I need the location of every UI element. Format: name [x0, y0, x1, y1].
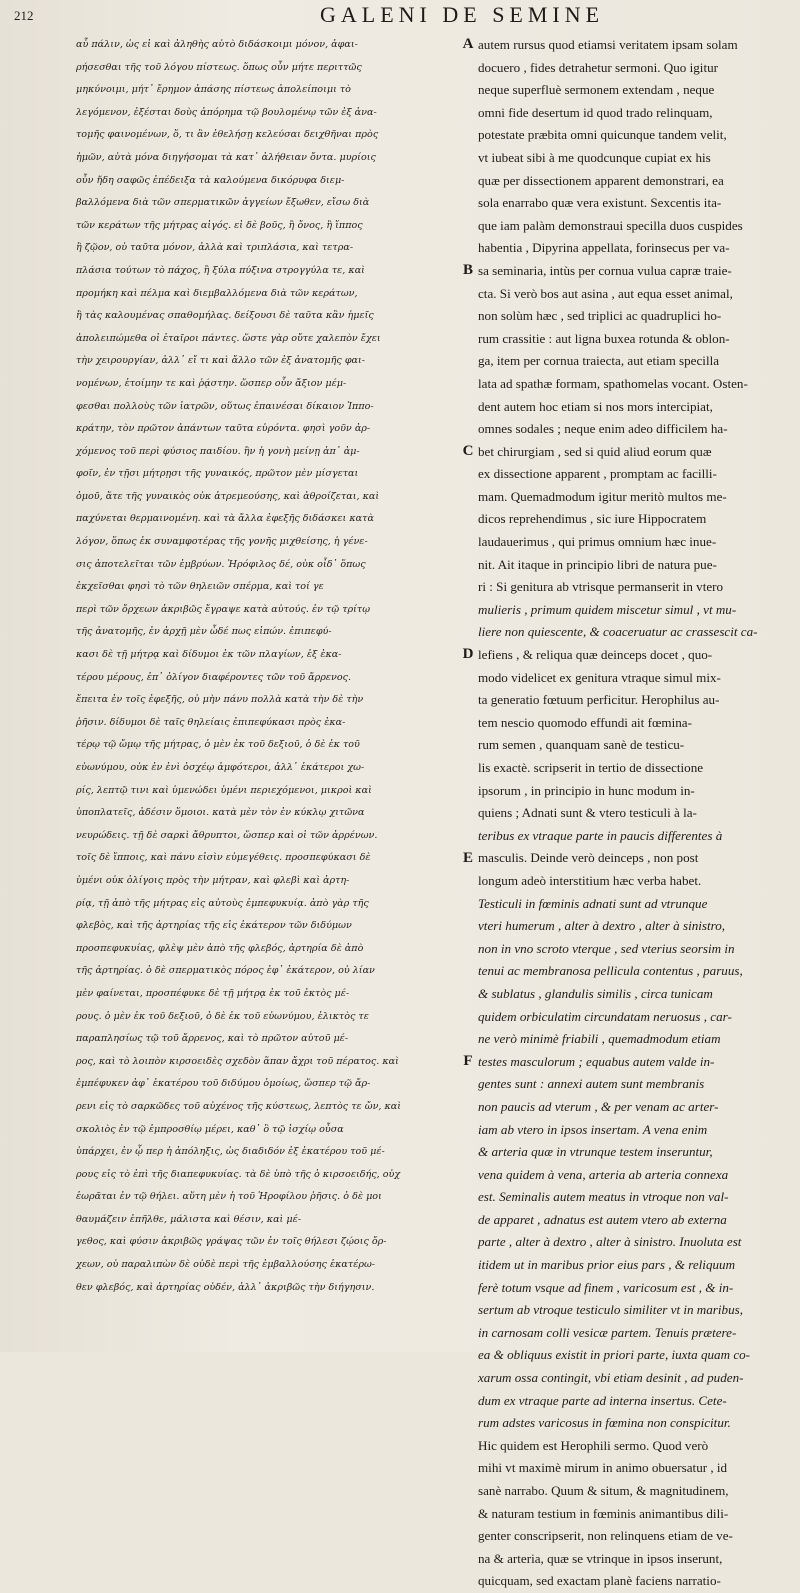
greek-line: χόμενος τοῦ περὶ φύσιος παιδίου. ἢν ἡ γονὴ μείνῃ ἀπ᾽ ἀμ- — [76, 445, 360, 457]
latin-line: lata ad spathæ formam, spathomelas vocant. Osten- — [478, 375, 748, 391]
greek-line: λεγόμενον, ἐξέσται δοὺς ἀπόρημα τῷ βουλομένῳ τῶν ἐξ ἀνα- — [76, 106, 377, 118]
latin-line: & arteria quæ in vtrunque testem inseruntur, — [478, 1144, 713, 1160]
latin-line: docuero , fides detrahetur sermoni. Quo igitur — [478, 59, 718, 75]
greek-line: τῆς ἀνατομῆς, ἐν ἀρχῇ μὲν ὧδέ πως εἰπών. ἐπιπεφύ- — [76, 626, 332, 638]
greek-line: σις ἀποτελεῖται τῶν ἐμβρύων. Ἡρόφιλος δέ, οὐκ οἶδ᾽ ὅπως — [76, 558, 366, 570]
latin-line: modo videlicet ex genitura vtraque simul mix- — [478, 669, 721, 685]
latin-line: ri : Si genitura ab vtrisque permanserit in vtero — [478, 579, 724, 595]
latin-line: ne verò minimè friabili , quemadmodum etiam — [478, 1031, 721, 1047]
latin-line: autem rursus quod etiamsi veritatem ipsam solam — [478, 37, 738, 52]
latin-line: in carnosam colli vesicæ partem. Tenuis prætere- — [478, 1324, 737, 1340]
latin-line: dum ex vtraque parte ad interna insertus. Cete- — [478, 1392, 727, 1408]
latin-line: potestate præbita omni quicunque tandem velit, — [478, 127, 727, 143]
latin-line: mam. Quemadmodum igitur meritò multos me- — [478, 488, 727, 504]
greek-line: γεθος, καὶ φύσιν ἀκριβῶς γράψας τῶν ἐν τοῖς θήλεσι ζῴοις ὄρ- — [76, 1236, 387, 1248]
latin-line: dicos reprehendimus , sic iure Hippocratem — [478, 511, 707, 527]
latin-line: longum adeò interstitium hæc verba habet. — [478, 872, 702, 888]
greek-line: νευρώδεις. τῇ δὲ σαρκὶ ἄθρυπτοι, ὥσπερ καὶ οἱ τῶν ἀρρένων. — [76, 829, 378, 841]
latin-line: gentes sunt : annexi autem sunt membranis — [478, 1076, 705, 1092]
greek-line: τοῖς δὲ ἵπποις, καὶ πάνυ εἰσὶν εὐμεγέθεις. προσπεφύκασι δὲ — [76, 852, 371, 864]
greek-line: ἐμπέφυκεν ἀφ᾽ ἑκατέρου τοῦ διδύμου ὁμοίως, ὥσπερ τῷ ἄρ- — [76, 1078, 371, 1090]
greek-line: προμήκη καὶ πέλμα καὶ διεμβαλλόμενα διὰ τῶν κεράτων, — [76, 287, 358, 299]
greek-line: φοῖν, ἐν τῇσι μήτρῃσι τῆς γυναικός, πρῶτον μὲν μίσγεται — [76, 468, 359, 480]
greek-line: θεν φλεβός, καὶ ἀρτηρίας οὐδέν, ἀλλ᾽ ἀκριβῶς τὴν διήγησιν. — [76, 1281, 375, 1293]
latin-line: dent autem hoc etiam si nos mors intercipiat, — [478, 398, 713, 414]
latin-line: ex dissectione apparent , promptam ac facilli- — [478, 466, 717, 482]
latin-line: & naturam testium in fœminis animantibus dili- — [478, 1505, 729, 1521]
latin-line: tem nescio quomodo effundi ait fœmina- — [478, 714, 692, 730]
latin-line: tenui ac membranosa pellicula contentus , paruus, — [478, 963, 743, 979]
greek-line: ρενι εἰς τὸ σαρκῶδες τοῦ αὐχένος τῆς κύστεως, λεπτὸς τε ὤν, καὶ — [76, 1100, 402, 1112]
greek-line: τομῆς φαινομένων, ὅ, τι ἂν ἐθελήσῃ κελεύσαι δειχθῆναι πρὸς — [76, 129, 379, 141]
greek-line: λόγον, ὅπως ἐκ συναμφοτέρας τῆς γονῆς μιχθείσης, ἡ γένε- — [76, 536, 368, 548]
greek-line: σκολιὸς ἐν τῷ ἐμπροσθίῳ μέρει, καθ᾽ ὃ τῷ ἰσχίῳ οὖσα — [76, 1123, 344, 1135]
latin-line: & sublatus , glandulis similis , circa tunicam — [478, 985, 713, 1001]
latin-line: genter conscripserit, non relinquens etiam de ve- — [478, 1528, 733, 1544]
latin-line: masculis. Deinde verò deinceps , non post — [478, 850, 699, 866]
greek-line: προσπεφυκυίας, φλὲψ μὲν ἀπὸ τῆς φλεβός, ἀρτηρία δὲ ἀπὸ — [76, 942, 364, 954]
latin-line: vena quidem à vena, arteria ab arteria connexa — [478, 1166, 729, 1182]
greek-line: ρους. ὁ μὲν ἐκ τοῦ δεξιοῦ, ὁ δὲ ἐκ τοῦ εὐωνύμου, ἑλικτὸς τε — [76, 1010, 369, 1022]
latin-line: rum semen , quanquam sanè de testicu- — [478, 737, 685, 753]
greek-line: μὲν φαίνεται, προσπέφυκε δὲ τῇ μήτρᾳ ἐκ τοῦ ἐκτὸς μέ- — [76, 987, 350, 999]
greek-line: ἔπειτα ἐν τοῖς ἐφεξῆς, οὐ μὴν πάνυ πολλὰ κατὰ τὴν δὲ τὴν — [76, 694, 364, 706]
latin-line: ga, item per cornua traiecta, aut etiam specilla — [478, 353, 720, 369]
greek-line: ἢ ζῷον, οὐ ταῦτα μόνον, ἀλλὰ καὶ τριπλάσια, καὶ τετρα- — [76, 242, 354, 254]
latin-line: non paucis ad vterum , & per venam ac arter- — [478, 1098, 719, 1114]
greek-line: περὶ τῶν ὄρχεων ἀκριβῶς ἔγραψε κατὰ αὐτούς. ἐν τῷ τρίτῳ — [76, 603, 371, 615]
greek-line: ὑποπλατεῖς, ἀδέσιν ὅμοιοι. κατὰ μὲν τὸν ἐν κύκλῳ χιτῶνα — [76, 807, 365, 819]
latin-line: ferè totum vsque ad finem , varicosum est , & in- — [478, 1279, 734, 1295]
latin-line: itidem ut in maribus prior eius pars , & reliquum — [478, 1257, 736, 1273]
latin-line: rum adstes varicosus in fœmina non conspicitur. — [478, 1415, 731, 1431]
latin-line: rum crassitie : aut ligna buxea rotunda & oblon- — [478, 330, 730, 346]
greek-line: ἑωρᾶται ἐν τῷ θήλει. αὕτη μὲν ἡ τοῦ Ἡροφίλου ῥῆσις. ὁ δὲ μοι — [76, 1191, 382, 1203]
margin-letter: B — [462, 262, 473, 278]
latin-text-column — [478, 34, 788, 1589]
latin-line: bet chirurgiam , sed si quid aliud eorum quæ — [478, 443, 712, 459]
latin-line: Hic quidem est Herophili sermo. Quod verò — [478, 1437, 709, 1453]
margin-letter: A — [462, 36, 474, 52]
greek-line: κασι δὲ τῇ μήτρᾳ καὶ δίδυμοι ἐκ τῶν πλαγίων, ἐξ ἑκα- — [76, 649, 342, 661]
page-number: 212 — [14, 8, 34, 23]
latin-line: omnes sodales ; neque enim adeo difficilem ha- — [478, 421, 728, 437]
page-header — [0, 2, 800, 32]
latin-line: quicquam, sed exactam planè faciens narratio- — [478, 1573, 721, 1589]
latin-line: teribus ex vtraque parte in paucis differentes à — [478, 827, 723, 843]
greek-line: μηκύνοιμι, μήτ᾽ ἔρημον ἁπάσης πίστεως ἀπολείποιμι τὸ — [76, 84, 351, 96]
latin-line: mulieris , primum quidem miscetur simul , vt mu- — [478, 601, 737, 617]
greek-line: ῥῆσιν. δίδυμοι δὲ ταῖς θηλείαις ἐπιπεφύκασι πρὸς ἑκα- — [76, 716, 346, 728]
greek-line: τῶν κεράτων τῆς μήτρας αἰγός. εἰ δὲ βοῦς, ἢ ὄνος, ἢ ἵππος — [76, 219, 363, 231]
greek-line: ρίς, λεπτῷ τινι καὶ ὑμενώδει ὑμένι περιεχόμενοι, μικροὶ καὶ — [76, 784, 372, 796]
greek-line: ἐκχεῖσθαι φησὶ τὸ τῶν θηλειῶν σπέρμα, καὶ τοί γε — [76, 581, 324, 593]
latin-line: quæ per dissectionem apparent demonstrari, ea — [478, 172, 724, 188]
latin-line: xarum ossa contingit, vbi etiam desinit , ad puden- — [478, 1370, 744, 1386]
latin-line: vteri humerum , alter à dextro , alter à sinistro, — [478, 918, 726, 934]
greek-line: θαυμάζειν ἐπῆλθε, μάλιστα καὶ θέσιν, καὶ μέ- — [76, 1213, 301, 1225]
greek-line: ρους εἰς τὸ ἐπὶ τῆς διαπεφυκυίας. τὰ δὲ ὑπὸ τῆς ὁ κιρσοειδής, οὐχ — [76, 1168, 401, 1180]
latin-line: lis exactè. scripserit in tertio de dissectione — [478, 760, 704, 775]
greek-line: πλάσια τούτων τὸ πάχος, ἢ ξύλα πύξινα στρογγύλα τε, καὶ — [76, 264, 365, 276]
greek-line: εὐωνύμου, οὐκ ἐν ἑνὶ ὀσχέῳ ἀμφότεροι, ἀλλ᾽ ἑκάτεροι χω- — [76, 762, 365, 773]
greek-line: αὖ πάλιν, ὡς εἰ καὶ ἀληθὴς αὐτὸ διδάσκοιμι μόνον, ἀφαι- — [76, 39, 358, 50]
latin-line: omni fide desertum id quod trado relinquam, — [478, 104, 713, 120]
latin-line: habentia , Dipyrina appellata, forinsecus per va- — [478, 240, 730, 256]
latin-line: neque superfluè sermonem extendam , neque — [478, 82, 715, 98]
latin-line: ipsorum , in principio in hunc modum in- — [478, 782, 695, 798]
greek-line: βαλλόμενα διὰ τῶν σπερματικῶν ἀγγείων ἔξωθεν, εἴσω διὰ — [76, 197, 370, 209]
greek-line: ρος, καὶ τὸ λοιπὸν κιρσοειδὲς σχεδὸν ἅπαν ἄχρι τοῦ πέρατος. καὶ — [76, 1055, 399, 1067]
latin-line: est. Seminalis autem meatus in vtroque non val- — [478, 1189, 729, 1205]
latin-line: vt iubeat sibi à me quodcunque cupiat ex his — [478, 149, 711, 165]
greek-line: οὖν ἤδη σαφῶς ἐπέδειξα τὰ καλούμενα δικόρυφα διεμ- — [76, 174, 345, 186]
greek-line: χεων, οὐ παραλιπὼν δὲ οὐδὲ περὶ τῆς ἐμβαλλούσης ἑκατέρω- — [76, 1259, 376, 1271]
latin-line: liere non quiescente, & coaceruatur ac crassescit ca- — [478, 624, 758, 640]
latin-line: na & arteria, quæ se vtrinque in ipsos inserunt, — [478, 1550, 723, 1566]
latin-line: sanè narrabo. Quum & situm, & magnitudinem, — [478, 1483, 729, 1498]
greek-line: τῆς ἀρτηρίας. ὁ δὲ σπερματικὸς πόρος ἐφ᾽ ἑκάτερον, οὐ λίαν — [76, 965, 375, 977]
latin-line: quiens ; Adnati sunt & vtero testiculi à la- — [478, 805, 697, 821]
margin-letter: D — [462, 646, 474, 663]
latin-line: ea & obliquus existit in priori parte, iuxta quam co- — [478, 1347, 751, 1363]
greek-line: ὑμένι οὐκ ὀλίγοις πρὸς τὴν μήτραν, καὶ φλεβὶ καὶ ἀρτη- — [76, 874, 350, 886]
latin-line: de apparet , adnatus est autem vtero ab externa — [478, 1211, 727, 1227]
latin-line: parte , alter à dextro , alter à sinistro. Inuoluta est — [478, 1234, 742, 1250]
greek-line: τέρου μέρους, ἐπ᾽ ὀλίγον διαφέροντες τῶν τοῦ ἄρρενος. — [76, 671, 352, 683]
greek-line: κράτην, τὸν πρῶτον ἀπάντων ταῦτα εὑρόντα. φησὶ γοῦν ἀρ- — [76, 423, 371, 435]
margin-letter: F — [463, 1053, 473, 1069]
margin-letter: C — [462, 442, 474, 459]
latin-line: Testiculi in fœminis adnati sunt ad vtrunque — [478, 895, 708, 911]
greek-line: φλεβὸς, καὶ τῆς ἀρτηρίας τῆς εἰς ἑκάτερον τῶν διδύμων — [76, 920, 352, 932]
latin-line: mihi vt maximè mirum in animo obuersatur , id — [478, 1460, 728, 1476]
latin-line: quidem orbiculatim circundatam neruosus , car- — [478, 1008, 732, 1024]
greek-line: τέρῳ τῷ ὤμῳ τῆς μήτρας, ὁ μὲν ἐκ τοῦ δεξιοῦ, ὁ δὲ ἐκ τοῦ — [76, 739, 360, 751]
greek-text-column — [76, 34, 460, 1344]
latin-line: non solùm hæc , sed triplici ac quadruplici ho- — [478, 308, 722, 324]
greek-line: ρήσεσθαι τῆς τοῦ λόγου πίστεως. ὅπως οὖν μήτε περιττῶς — [76, 61, 362, 73]
greek-line: νομένων, ἑτοίμην τε καὶ ῥᾴστην. ὥσπερ οὖν ἄξιον μέμ- — [76, 377, 347, 389]
greek-line: ἡμῶν, αὐτὰ μόνα διηγήσομαι τὰ κατ᾽ ἀλήθειαν ὄντα. μυρίοις — [76, 151, 376, 163]
greek-line: ὁμοῦ, ἅτε τῆς γυναικὸς οὐκ ἀτρεμεούσης, καὶ ἀθροίζεται, καὶ — [76, 490, 380, 502]
greek-line: παραπλησίως τῷ τοῦ ἄρρενος, καὶ τὸ πρῶτον αὐτοῦ μέ- — [76, 1033, 349, 1045]
greek-line: φεσθαι πολλοὺς τῶν ἰατρῶν, οὕτως ἐπαινέσαι δίκαιον Ἱππο- — [76, 400, 374, 412]
latin-line: laudauerimus , qui primus omnium hæc inue- — [478, 534, 717, 550]
latin-line: sola enarrabo quæ vera existunt. Sexcentis ita- — [478, 195, 722, 211]
greek-line: ἢ τὰς καλουμένας σπαθομήλας. δείξουσι δὲ ταῦτα κἂν ἡμεῖς — [76, 310, 374, 322]
latin-line: non in vno scroto vterque , sed vterius seorsim in — [478, 940, 735, 956]
latin-line: iam ab vtero in ipsos insertam. A vena enim — [478, 1121, 708, 1137]
latin-line: testes masculorum ; equabus autem valde in- — [478, 1053, 715, 1069]
greek-line: ὑπάρχει, ἐν ᾧ περ ἡ ἀπόληξις, ὡς διαδιδόν ἐξ ἑκατέρου τοῦ μέ- — [76, 1146, 385, 1158]
greek-line: ρίᾳ, τῇ ἀπὸ τῆς μήτρας εἰς αὐτοὺς ἐμπεφυκυίᾳ. ἀπὸ γὰρ τῆς — [76, 897, 369, 909]
margin-letters — [458, 34, 478, 1344]
latin-line: cta. Si verò bos aut asina , aut equa esset animal, — [478, 285, 733, 301]
greek-line: παχύνεται θερμαινομένη. καὶ τὰ ἄλλα ἐφεξῆς διδάσκει κατὰ — [76, 513, 374, 525]
latin-line: lefiens , & reliqua quæ deinceps docet , quo- — [478, 647, 713, 663]
greek-line: ἀπολειπώμεθα οἱ ἑταῖροι πάντες. ὥστε γὰρ οὔτε χαλεπὸν ἔχει — [76, 332, 381, 344]
margin-letter: E — [462, 849, 473, 866]
running-title: GALENI DE SEMINE — [320, 2, 605, 27]
latin-line: que iam palàm demonstraui specilla duos cuspides — [478, 217, 743, 233]
latin-line: ta generatio fœtuum perficitur. Herophilus au- — [478, 692, 720, 708]
latin-line: nit. Ait itaque in principio libri de natura pue- — [478, 556, 717, 572]
latin-line: sa seminaria, intùs per cornua vulua capræ traie- — [478, 262, 732, 278]
latin-line: sertum ab vtroque testiculo similiter vt in maribus, — [478, 1302, 744, 1318]
greek-line: τὴν χειρουργίαν, ἀλλ᾽ εἴ τι καὶ ἄλλο τῶν ἐξ ἀνατομῆς φαι- — [76, 355, 366, 367]
